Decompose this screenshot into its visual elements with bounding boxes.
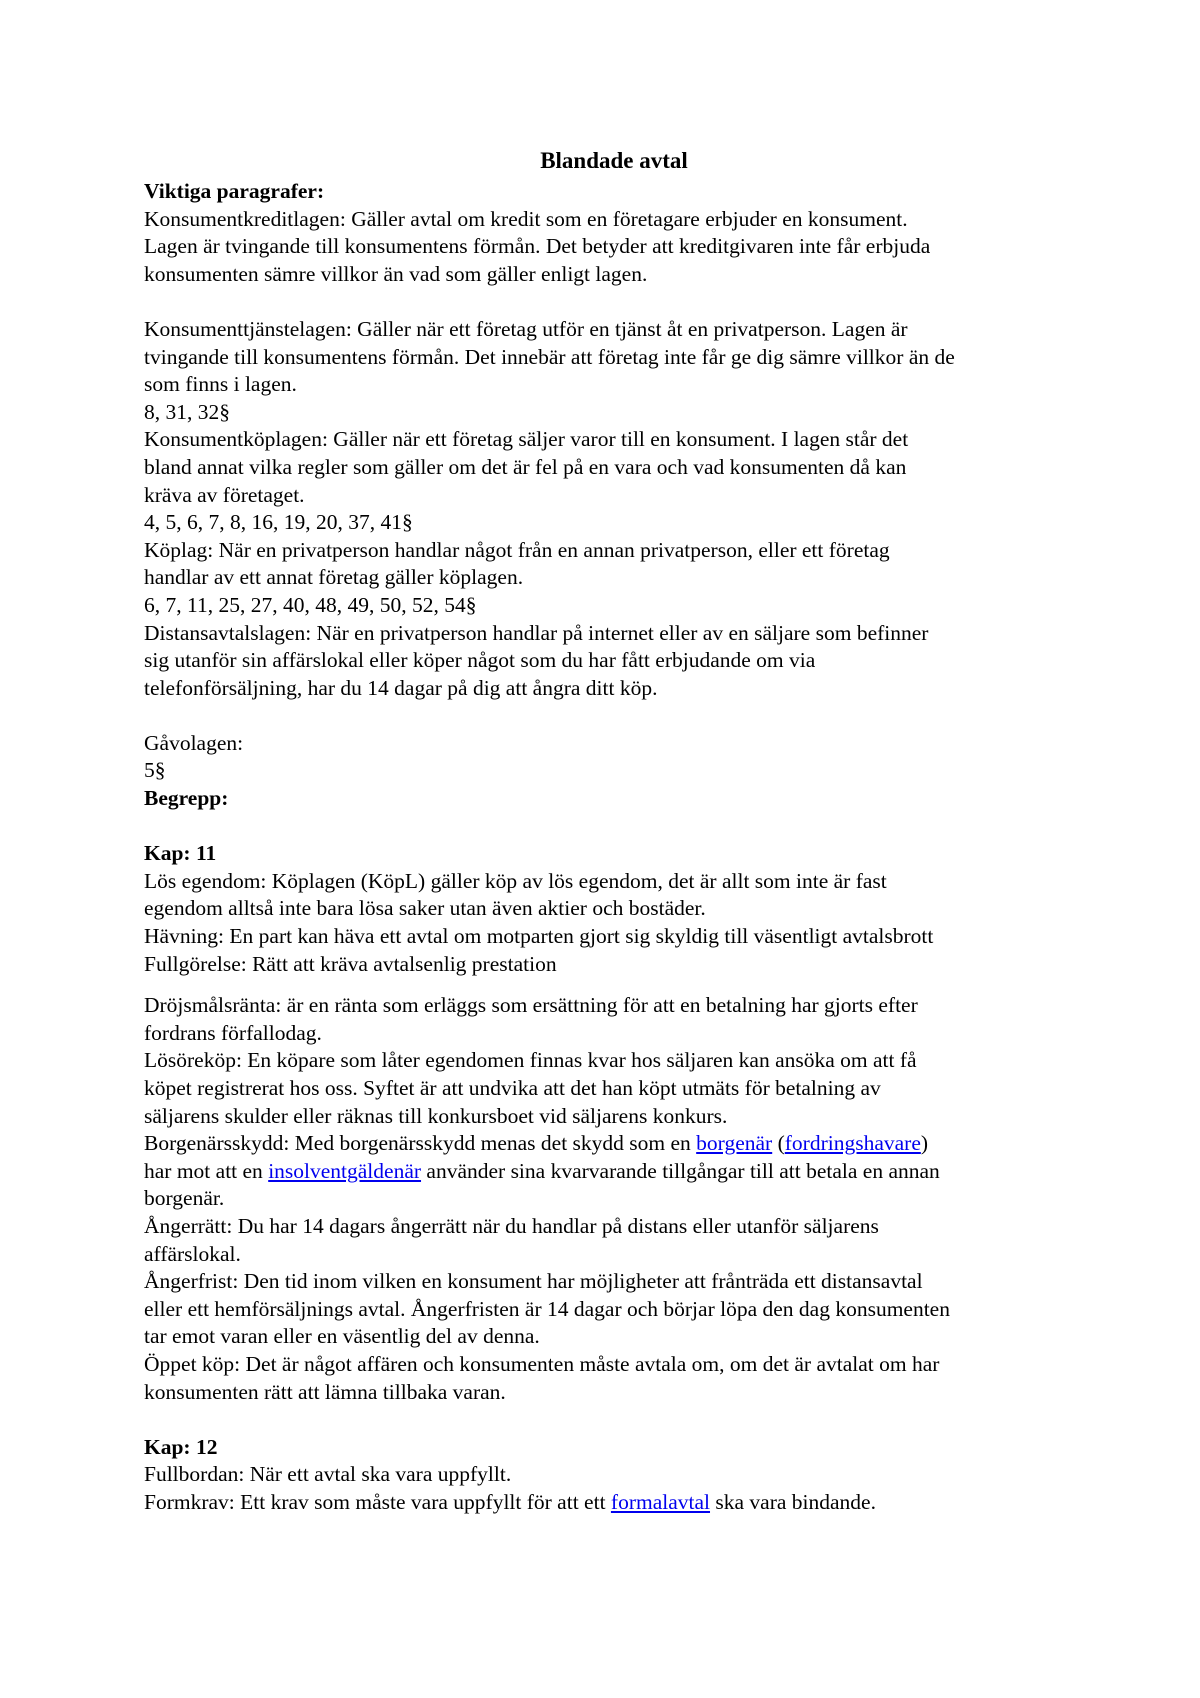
text-line: telefonförsäljning, har du 14 dagar på dig att ångra ditt köp. [144, 675, 658, 700]
document-body [144, 146, 1084, 1517]
text-line: 8, 31, 32§ [144, 399, 230, 424]
text-line: fordrans förfallodag. [144, 1020, 322, 1045]
heading-concepts: Begrepp: [144, 786, 229, 811]
text-line: Konsumenttjänstelagen: Gäller när ett företag utför en tjänst åt en privatperson. Lagen är [144, 316, 908, 341]
text-segment: använder sina kvarvarande tillgångar till att betala en annan [421, 1158, 940, 1183]
text-line: Gåvolagen: [144, 730, 244, 755]
text-segment: ( [772, 1131, 785, 1156]
text-line: kräva av företaget. [144, 482, 305, 507]
text-line: Fullgörelse: Rätt att kräva avtalsenlig prestation [144, 951, 557, 976]
text-line: Hävning: En part kan häva ett avtal om motparten gjort sig skyldig till väsentligt avtalsbrott [144, 924, 934, 949]
text-line: Distansavtalslagen: När en privatperson handlar på internet eller av en säljare som befinner [144, 620, 929, 645]
text-line: Ångerfrist: Den tid inom vilken en konsument har möjligheter att frånträda ett distansavtal [144, 1269, 923, 1294]
text-line-borgenarsskydd [144, 1130, 1084, 1158]
text-line: Fullbordan: När ett avtal ska vara uppfyllt. [144, 1462, 512, 1487]
text-line: Konsumentkreditlagen: Gäller avtal om kredit som en företagare erbjuder en konsument. [144, 206, 908, 231]
link-borgenar[interactable]: borgenär [696, 1131, 773, 1156]
text-line: som finns i lagen. [144, 372, 297, 397]
text-line: konsumenten sämre villkor än vad som gäller enligt lagen. [144, 261, 648, 286]
text-line: Ångerrätt: Du har 14 dagars ångerrätt när du handlar på distans eller utanför säljarens [144, 1213, 879, 1238]
document-title: Blandade avtal [540, 148, 688, 173]
heading-important-paragraphs: Viktiga paragrafer: [144, 179, 325, 203]
text-line: Konsumentköplagen: Gäller när ett företag säljer varor till en konsument. I lagen står det [144, 427, 909, 452]
text-line: bland annat vilka regler som gäller om det är fel på en vara och vad konsumenten då kan [144, 454, 907, 479]
text-line: handlar av ett annat företag gäller köplagen. [144, 565, 524, 590]
spacer [144, 1406, 1084, 1434]
text-line: Dröjsmålsränta: är en ränta som erläggs som ersättning för att en betalning har gjorts efter [144, 993, 918, 1018]
text-segment: har mot att en [144, 1158, 269, 1183]
paragraph-laws [144, 316, 1084, 702]
link-formalavtal[interactable]: formalavtal [610, 1489, 711, 1514]
text-segment: Formkrav: Ett krav som måste vara uppfyllt för att ett [144, 1489, 611, 1514]
spacer [144, 978, 1084, 992]
text-line: egendom alltså inte bara lösa saker utan även aktier och bostäder. [144, 896, 706, 921]
text-line: tvingande till konsumentens förmån. Det innebär att företag inte får ge dig sämre villkor än de [144, 344, 955, 369]
text-line: Lös egendom: Köplagen (KöpL) gäller köp av lös egendom, det är allt som inte är fast [144, 868, 887, 893]
spacer [144, 702, 1084, 730]
text-segment: ) [920, 1131, 929, 1156]
text-line: 6, 7, 11, 25, 27, 40, 48, 49, 50, 52, 54§ [144, 592, 477, 617]
text-line: eller ett hemförsäljnings avtal. Ångerfristen är 14 dagar och börjar löpa den dag konsumenten [144, 1296, 950, 1321]
paragraph-konsumentkreditlagen [144, 206, 1084, 289]
text-line: Öppet köp: Det är något affären och konsumenten måste avtala om, om det är avtalat om har [144, 1351, 940, 1376]
text-line: sig utanför sin affärslokal eller köper något som du har fått erbjudande om via [144, 648, 816, 673]
text-line: 5§ [144, 758, 166, 783]
section-kap-11-part1 [144, 868, 1084, 978]
text-line: säljarens skulder eller räknas till konkursboet vid säljarens konkurs. [144, 1103, 728, 1128]
text-line: Lösöreköp: En köpare som låter egendomen finnas kvar hos säljaren kan ansöka om att få [144, 1048, 917, 1073]
text-line: konsumenten rätt att lämna tillbaka varan. [144, 1379, 506, 1404]
text-line: 4, 5, 6, 7, 8, 16, 19, 20, 37, 41§ [144, 510, 413, 535]
text-line: Lagen är tvingande till konsumentens förmån. Det betyder att kreditgivaren inte får erbjuda [144, 234, 931, 259]
text-line: affärslokal. [144, 1241, 241, 1266]
text-line: tar emot varan eller en väsentlig del av denna. [144, 1324, 540, 1349]
paragraph-gavolagen [144, 730, 1084, 785]
text-line [144, 1158, 1084, 1186]
text-line: Köplag: När en privatperson handlar något från en annan privatperson, eller ett företag [144, 537, 890, 562]
text-line: köpet registrerat hos oss. Syftet är att undvika att det han köpt utmäts för betalning av [144, 1076, 881, 1100]
text-segment: ska vara bindande. [710, 1489, 876, 1514]
link-insolventgaldenar[interactable]: insolventgäldenär [268, 1158, 422, 1183]
text-segment: Borgenärsskydd: Med borgenärsskydd menas det skydd som en [144, 1131, 697, 1156]
link-fordringshavare[interactable]: fordringshavare [784, 1131, 921, 1156]
heading-kap-12: Kap: 12 [144, 1434, 218, 1459]
section-kap-11-part2 [144, 992, 1084, 1406]
text-line: borgenär. [144, 1186, 225, 1211]
text-line-formkrav [144, 1489, 1084, 1517]
spacer [144, 813, 1084, 841]
heading-kap-11: Kap: 11 [144, 841, 217, 866]
spacer [144, 288, 1084, 316]
